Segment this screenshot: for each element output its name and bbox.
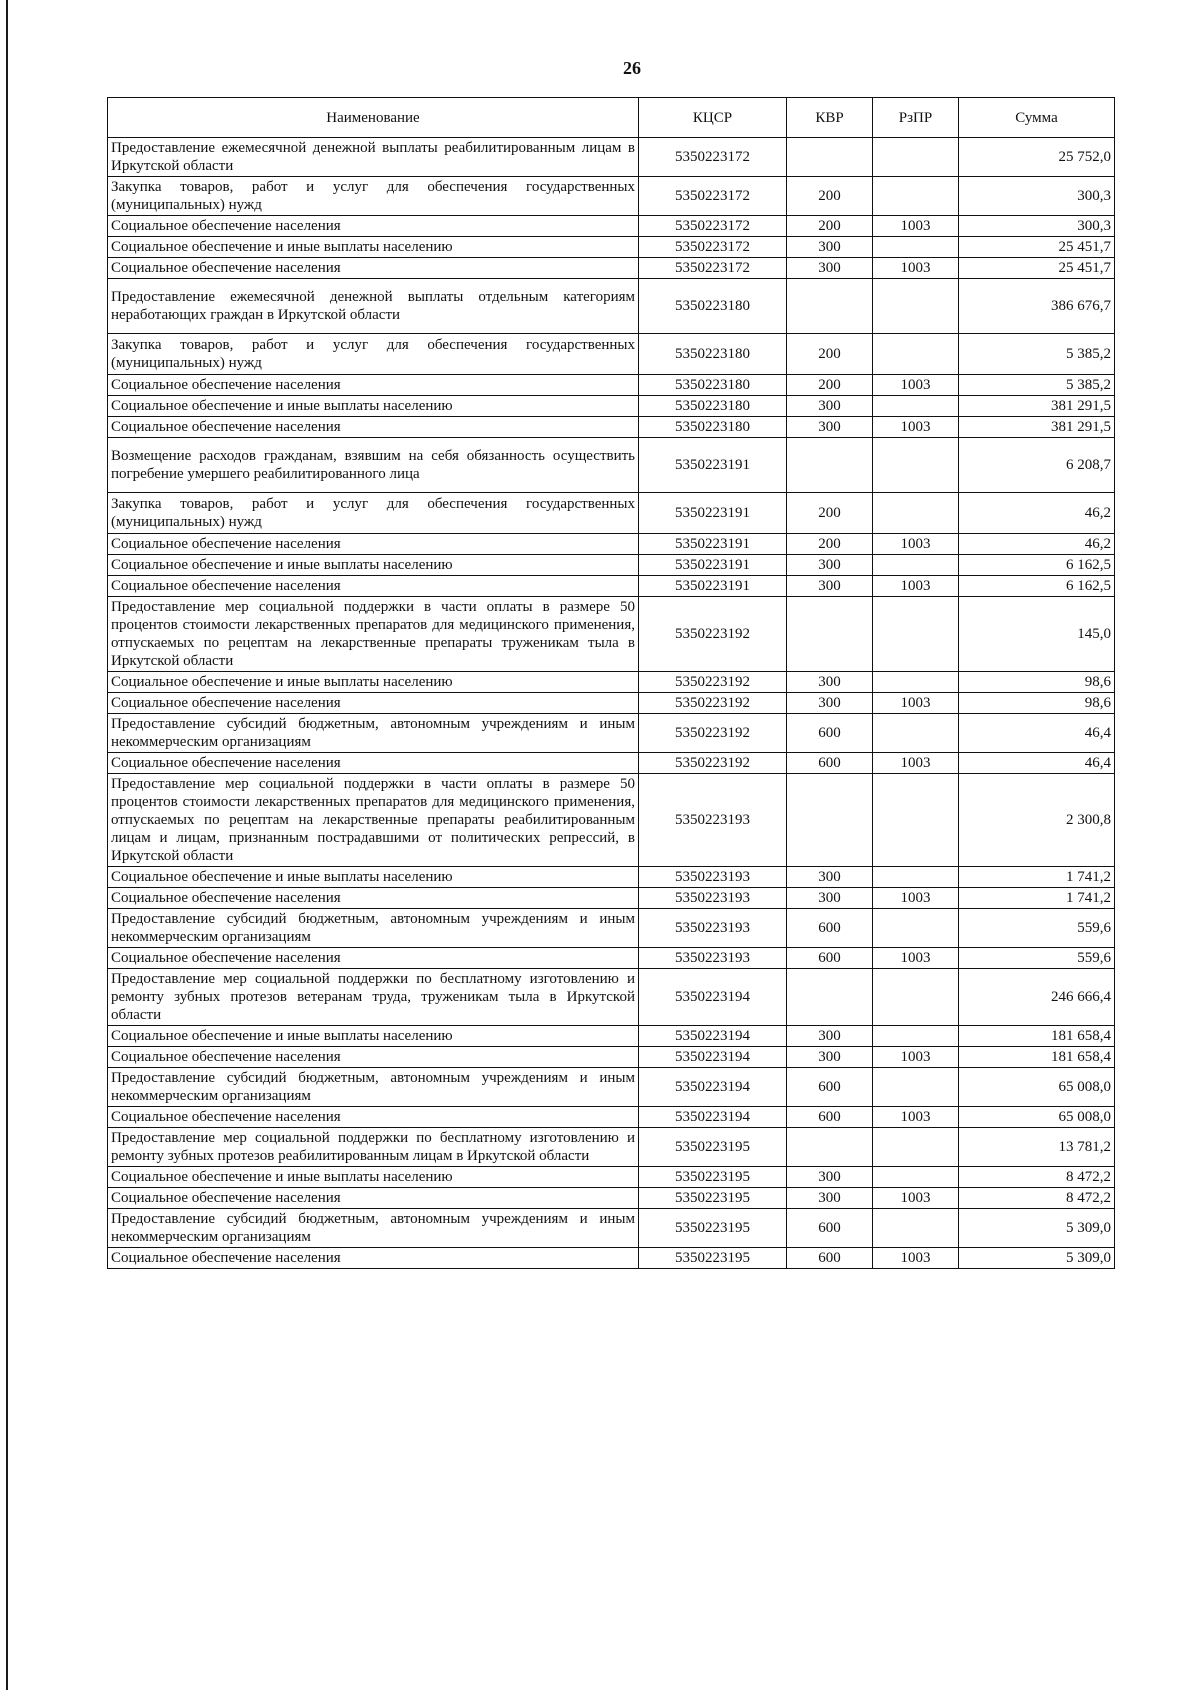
- table-row: [108, 597, 1115, 672]
- row-name: Социальное обеспечение населения: [108, 216, 639, 237]
- table-row: [108, 693, 1115, 714]
- row-sum: 6 162,5: [959, 555, 1115, 576]
- budget-table: [107, 97, 1115, 1269]
- row-name: Социальное обеспечение и иные выплаты населению: [108, 1167, 639, 1188]
- row-kcsr: 5350223192: [639, 753, 787, 774]
- row-kvr: 300: [787, 867, 873, 888]
- table-row: [108, 375, 1115, 396]
- row-kvr: 300: [787, 1026, 873, 1047]
- row-kvr: [787, 279, 873, 334]
- row-sum: 25 451,7: [959, 237, 1115, 258]
- row-name: Предоставление ежемесячной денежной выплаты отдельным категориям неработающих граждан в Иркутской области: [108, 279, 639, 334]
- table-row: [108, 279, 1115, 334]
- row-rzpr: [873, 1128, 959, 1167]
- left-margin-line: [6, 0, 8, 1690]
- row-name: Предоставление мер социальной поддержки по бесплатному изготовлению и ремонту зубных протезов реабилитированным лицам в Иркутской области: [108, 1128, 639, 1167]
- row-kvr: 200: [787, 493, 873, 534]
- row-kcsr: 5350223193: [639, 909, 787, 948]
- row-kcsr: 5350223195: [639, 1248, 787, 1269]
- row-kcsr: 5350223191: [639, 534, 787, 555]
- header-rzpr: РзПР: [873, 98, 959, 138]
- row-rzpr: [873, 177, 959, 216]
- row-kvr: 600: [787, 948, 873, 969]
- row-kvr: 200: [787, 177, 873, 216]
- row-rzpr: 1003: [873, 417, 959, 438]
- row-kcsr: 5350223180: [639, 279, 787, 334]
- row-sum: 300,3: [959, 177, 1115, 216]
- row-kvr: 300: [787, 1188, 873, 1209]
- row-rzpr: [873, 493, 959, 534]
- row-sum: 46,2: [959, 534, 1115, 555]
- table-row: [108, 867, 1115, 888]
- row-kcsr: 5350223180: [639, 396, 787, 417]
- table-row: [108, 774, 1115, 867]
- row-sum: 181 658,4: [959, 1026, 1115, 1047]
- row-rzpr: 1003: [873, 534, 959, 555]
- row-rzpr: [873, 438, 959, 493]
- table-row: [108, 216, 1115, 237]
- row-name: Социальное обеспечение и иные выплаты населению: [108, 1026, 639, 1047]
- row-name: Социальное обеспечение населения: [108, 258, 639, 279]
- row-rzpr: [873, 672, 959, 693]
- header-sum: Сумма: [959, 98, 1115, 138]
- row-name: Предоставление мер социальной поддержки по бесплатному изготовлению и ремонту зубных протезов ветеранам труда, труженикам тыла в Иркутской области: [108, 969, 639, 1026]
- row-name: Предоставление субсидий бюджетным, автономным учреждениям и иным некоммерческим организациям: [108, 1068, 639, 1107]
- row-sum: 1 741,2: [959, 888, 1115, 909]
- row-rzpr: 1003: [873, 948, 959, 969]
- row-rzpr: [873, 396, 959, 417]
- table-row: [108, 714, 1115, 753]
- row-sum: 46,4: [959, 714, 1115, 753]
- row-kcsr: 5350223172: [639, 258, 787, 279]
- row-kvr: 600: [787, 1068, 873, 1107]
- table-row: [108, 493, 1115, 534]
- row-name: Социальное обеспечение населения: [108, 417, 639, 438]
- row-sum: 300,3: [959, 216, 1115, 237]
- row-sum: 25 451,7: [959, 258, 1115, 279]
- row-kcsr: 5350223192: [639, 714, 787, 753]
- row-sum: 6 208,7: [959, 438, 1115, 493]
- row-sum: 2 300,8: [959, 774, 1115, 867]
- row-name: Социальное обеспечение населения: [108, 576, 639, 597]
- row-kvr: 600: [787, 714, 873, 753]
- row-rzpr: 1003: [873, 1047, 959, 1068]
- table-row: [108, 438, 1115, 493]
- row-kvr: 300: [787, 1047, 873, 1068]
- row-kvr: 600: [787, 1248, 873, 1269]
- table-row: [108, 1209, 1115, 1248]
- row-kcsr: 5350223192: [639, 672, 787, 693]
- row-name: Предоставление субсидий бюджетным, автономным учреждениям и иным некоммерческим организациям: [108, 909, 639, 948]
- row-kvr: 300: [787, 693, 873, 714]
- row-sum: 46,4: [959, 753, 1115, 774]
- row-name: Социальное обеспечение и иные выплаты населению: [108, 672, 639, 693]
- table-row: [108, 334, 1115, 375]
- table-row: [108, 576, 1115, 597]
- row-kcsr: 5350223195: [639, 1188, 787, 1209]
- row-kvr: 200: [787, 216, 873, 237]
- row-name: Социальное обеспечение и иные выплаты населению: [108, 555, 639, 576]
- row-rzpr: 1003: [873, 576, 959, 597]
- table-body: [108, 138, 1115, 1269]
- row-kcsr: 5350223172: [639, 177, 787, 216]
- row-kcsr: 5350223172: [639, 138, 787, 177]
- table-row: [108, 534, 1115, 555]
- row-kcsr: 5350223193: [639, 888, 787, 909]
- row-kcsr: 5350223180: [639, 375, 787, 396]
- row-kcsr: 5350223195: [639, 1167, 787, 1188]
- table-row: [108, 237, 1115, 258]
- table-row: [108, 1047, 1115, 1068]
- row-rzpr: 1003: [873, 888, 959, 909]
- row-rzpr: 1003: [873, 258, 959, 279]
- row-kvr: [787, 438, 873, 493]
- row-rzpr: [873, 597, 959, 672]
- table-row: [108, 909, 1115, 948]
- row-rzpr: [873, 555, 959, 576]
- row-rzpr: [873, 1068, 959, 1107]
- row-rzpr: 1003: [873, 1188, 959, 1209]
- table-row: [108, 1128, 1115, 1167]
- row-kcsr: 5350223172: [639, 237, 787, 258]
- table-row: [108, 555, 1115, 576]
- header-kvr: КВР: [787, 98, 873, 138]
- row-name: Социальное обеспечение населения: [108, 948, 639, 969]
- row-kvr: 200: [787, 375, 873, 396]
- row-sum: 381 291,5: [959, 417, 1115, 438]
- row-sum: 46,2: [959, 493, 1115, 534]
- row-name: Возмещение расходов гражданам, взявшим на себя обязанность осуществить погребение умершего реабилитированного лица: [108, 438, 639, 493]
- row-sum: 5 385,2: [959, 375, 1115, 396]
- row-kcsr: 5350223180: [639, 334, 787, 375]
- row-kvr: 200: [787, 334, 873, 375]
- row-sum: 145,0: [959, 597, 1115, 672]
- row-kcsr: 5350223192: [639, 693, 787, 714]
- row-rzpr: 1003: [873, 693, 959, 714]
- table-row: [108, 1068, 1115, 1107]
- row-kvr: [787, 597, 873, 672]
- row-kvr: 600: [787, 753, 873, 774]
- row-kvr: 300: [787, 417, 873, 438]
- row-rzpr: 1003: [873, 753, 959, 774]
- table-row: [108, 138, 1115, 177]
- row-kvr: 600: [787, 909, 873, 948]
- table-row: [108, 888, 1115, 909]
- row-name: Социальное обеспечение населения: [108, 1188, 639, 1209]
- table-row: [108, 417, 1115, 438]
- table-row: [108, 1188, 1115, 1209]
- row-name: Социальное обеспечение населения: [108, 1107, 639, 1128]
- row-kcsr: 5350223180: [639, 417, 787, 438]
- row-sum: 25 752,0: [959, 138, 1115, 177]
- row-sum: 8 472,2: [959, 1188, 1115, 1209]
- row-sum: 386 676,7: [959, 279, 1115, 334]
- table-row: [108, 177, 1115, 216]
- row-sum: 8 472,2: [959, 1167, 1115, 1188]
- budget-table-container: [107, 97, 1114, 1269]
- row-sum: 559,6: [959, 909, 1115, 948]
- row-kcsr: 5350223192: [639, 597, 787, 672]
- row-kcsr: 5350223195: [639, 1209, 787, 1248]
- table-row: [108, 258, 1115, 279]
- table-row: [108, 753, 1115, 774]
- table-row: [108, 969, 1115, 1026]
- table-row: [108, 1248, 1115, 1269]
- row-sum: 1 741,2: [959, 867, 1115, 888]
- table-header-row: [108, 98, 1115, 138]
- row-kcsr: 5350223191: [639, 438, 787, 493]
- header-name: Наименование: [108, 98, 639, 138]
- row-rzpr: [873, 138, 959, 177]
- row-sum: 246 666,4: [959, 969, 1115, 1026]
- row-name: Социальное обеспечение населения: [108, 753, 639, 774]
- row-kcsr: 5350223194: [639, 1068, 787, 1107]
- row-kcsr: 5350223191: [639, 555, 787, 576]
- row-rzpr: 1003: [873, 216, 959, 237]
- row-kvr: 600: [787, 1107, 873, 1128]
- table-row: [108, 672, 1115, 693]
- row-kcsr: 5350223195: [639, 1128, 787, 1167]
- row-name: Социальное обеспечение населения: [108, 1047, 639, 1068]
- row-name: Социальное обеспечение населения: [108, 693, 639, 714]
- row-name: Социальное обеспечение населения: [108, 534, 639, 555]
- row-name: Социальное обеспечение и иные выплаты населению: [108, 867, 639, 888]
- row-name: Социальное обеспечение населения: [108, 888, 639, 909]
- row-kvr: 600: [787, 1209, 873, 1248]
- row-kvr: 300: [787, 1167, 873, 1188]
- row-kcsr: 5350223194: [639, 1047, 787, 1068]
- row-kvr: 300: [787, 672, 873, 693]
- table-row: [108, 396, 1115, 417]
- row-kvr: 300: [787, 258, 873, 279]
- row-name: Предоставление мер социальной поддержки в части оплаты в размере 50 процентов стоимости лекарственных препаратов для медицинского применения, отпускаемых по рецептам на лекарственные препараты реабилитированным лицам и лицам, признанным пострадавшими от политических репрессий, в Иркутской области: [108, 774, 639, 867]
- row-sum: 98,6: [959, 672, 1115, 693]
- row-rzpr: [873, 909, 959, 948]
- row-name: Социальное обеспечение населения: [108, 375, 639, 396]
- row-kvr: 300: [787, 555, 873, 576]
- row-rzpr: [873, 1209, 959, 1248]
- row-kvr: 300: [787, 576, 873, 597]
- row-kcsr: 5350223172: [639, 216, 787, 237]
- row-kvr: [787, 138, 873, 177]
- row-rzpr: [873, 969, 959, 1026]
- header-kcsr: КЦСР: [639, 98, 787, 138]
- row-sum: 65 008,0: [959, 1107, 1115, 1128]
- row-sum: 5 385,2: [959, 334, 1115, 375]
- row-rzpr: [873, 1167, 959, 1188]
- row-rzpr: [873, 774, 959, 867]
- row-kcsr: 5350223193: [639, 774, 787, 867]
- row-sum: 181 658,4: [959, 1047, 1115, 1068]
- row-name: Социальное обеспечение и иные выплаты населению: [108, 237, 639, 258]
- row-kcsr: 5350223193: [639, 867, 787, 888]
- row-sum: 5 309,0: [959, 1209, 1115, 1248]
- row-sum: 65 008,0: [959, 1068, 1115, 1107]
- table-row: [108, 948, 1115, 969]
- row-name: Социальное обеспечение и иные выплаты населению: [108, 396, 639, 417]
- row-rzpr: [873, 279, 959, 334]
- row-rzpr: [873, 1026, 959, 1047]
- row-name: Социальное обеспечение населения: [108, 1248, 639, 1269]
- row-name: Предоставление субсидий бюджетным, автономным учреждениям и иным некоммерческим организациям: [108, 714, 639, 753]
- row-name: Предоставление мер социальной поддержки в части оплаты в размере 50 процентов стоимости лекарственных препаратов для медицинского применения, отпускаемых по рецептам на лекарственные препараты труженикам тыла в Иркутской области: [108, 597, 639, 672]
- row-name: Предоставление ежемесячной денежной выплаты реабилитированным лицам в Иркутской области: [108, 138, 639, 177]
- row-name: Закупка товаров, работ и услуг для обеспечения государственных (муниципальных) нужд: [108, 493, 639, 534]
- row-kvr: 200: [787, 534, 873, 555]
- row-kcsr: 5350223194: [639, 1107, 787, 1128]
- page-number: 26: [623, 58, 641, 78]
- row-sum: 559,6: [959, 948, 1115, 969]
- row-sum: 98,6: [959, 693, 1115, 714]
- row-kcsr: 5350223194: [639, 969, 787, 1026]
- row-rzpr: [873, 714, 959, 753]
- row-rzpr: 1003: [873, 1248, 959, 1269]
- row-sum: 381 291,5: [959, 396, 1115, 417]
- row-kcsr: 5350223191: [639, 576, 787, 597]
- row-kcsr: 5350223191: [639, 493, 787, 534]
- row-kvr: [787, 969, 873, 1026]
- row-kvr: 300: [787, 396, 873, 417]
- row-sum: 13 781,2: [959, 1128, 1115, 1167]
- row-sum: 6 162,5: [959, 576, 1115, 597]
- row-rzpr: [873, 237, 959, 258]
- row-rzpr: 1003: [873, 1107, 959, 1128]
- row-kvr: [787, 774, 873, 867]
- row-kcsr: 5350223193: [639, 948, 787, 969]
- row-rzpr: [873, 334, 959, 375]
- row-name: Закупка товаров, работ и услуг для обеспечения государственных (муниципальных) нужд: [108, 334, 639, 375]
- table-row: [108, 1107, 1115, 1128]
- row-rzpr: [873, 867, 959, 888]
- table-row: [108, 1026, 1115, 1047]
- row-sum: 5 309,0: [959, 1248, 1115, 1269]
- table-row: [108, 1167, 1115, 1188]
- row-kvr: 300: [787, 888, 873, 909]
- row-rzpr: 1003: [873, 375, 959, 396]
- row-kvr: [787, 1128, 873, 1167]
- row-name: Предоставление субсидий бюджетным, автономным учреждениям и иным некоммерческим организациям: [108, 1209, 639, 1248]
- row-kcsr: 5350223194: [639, 1026, 787, 1047]
- row-kvr: 300: [787, 237, 873, 258]
- row-name: Закупка товаров, работ и услуг для обеспечения государственных (муниципальных) нужд: [108, 177, 639, 216]
